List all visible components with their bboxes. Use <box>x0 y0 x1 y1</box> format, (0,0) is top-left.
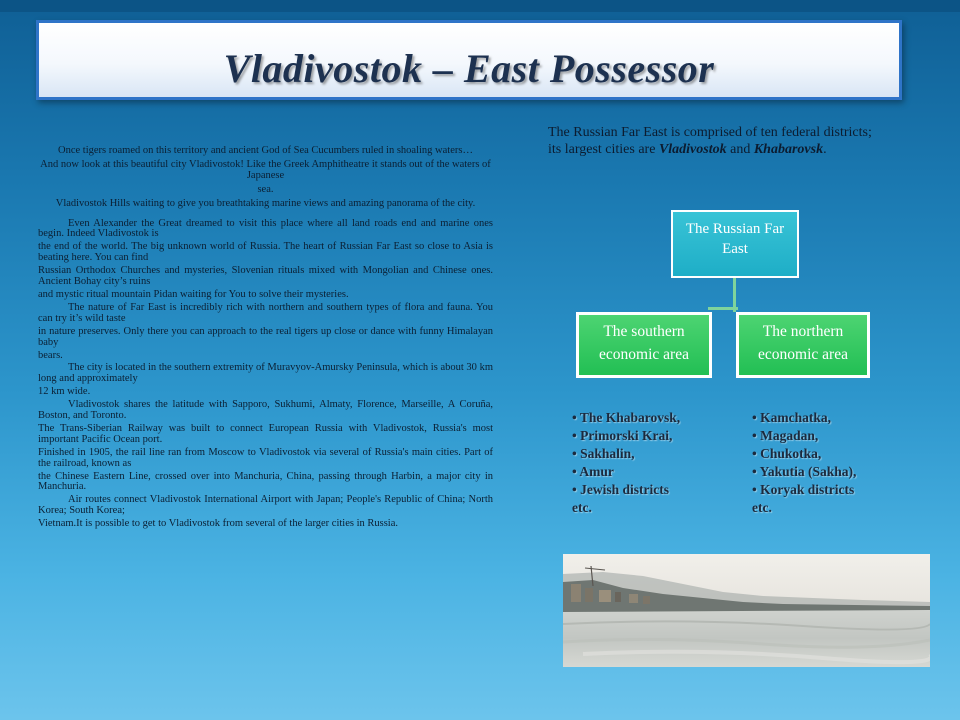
list-item: etc. <box>752 499 772 515</box>
title-box <box>36 20 902 100</box>
paragraph: sea. <box>257 183 274 195</box>
frozen-bay-image <box>563 554 930 667</box>
list-item: • Jewish districts <box>572 481 669 497</box>
list-item: • Chukotka, <box>752 445 822 461</box>
paragraph: 12 km wide. <box>38 386 91 398</box>
connector-right <box>733 307 738 310</box>
paragraph: Vladivostok shares the latitude with Sapporo, Sukhumi, Almaty, Florence, Marseille, A Coruña, Boston, and Toronto. <box>38 399 493 422</box>
list-item: • Primorski Krai, <box>572 427 673 443</box>
list-item: • Yakutia (Sakha), <box>752 463 857 479</box>
paragraph: in nature preserves. Only there you can approach to the real tigers up close or dance with funny Himalayan baby <box>38 325 493 348</box>
northern-area-label: The northern economic area <box>758 323 848 364</box>
intro-before: The Russian Far East is comprised of ten federal districts; its largest cities are <box>548 125 872 158</box>
slide-title: Vladivostok – East Possessor <box>223 46 715 91</box>
intro-and: and <box>726 142 754 158</box>
body-text <box>38 146 493 532</box>
list-item: • Sakhalin, <box>572 445 635 461</box>
city-vladivostok: Vladivostok <box>658 142 727 158</box>
southern-area-node <box>576 312 712 378</box>
list-item: • Kamchatka, <box>752 410 831 425</box>
paragraph: Russian Orthodox Churches and mysteries, Slovenian rituals mixed with Mongolian and Chinese ones. Ancient Bohay city’s ruins <box>38 265 493 288</box>
paragraph: Vietnam.It is possible to get to Vladivostok from several of the larger cities in Russia. <box>38 518 398 530</box>
southern-regions-list <box>572 409 722 517</box>
northern-regions-list <box>752 409 892 517</box>
paragraph: the end of the world. The big unknown world of Russia. The heart of Russian Far East so close to Asia is beating here. You can find <box>38 241 493 264</box>
city-khabarovsk: Khabarovsk <box>753 142 824 158</box>
connector-left <box>708 307 734 310</box>
southern-area-label: The southern economic area <box>599 323 689 364</box>
list-item: etc. <box>572 499 592 515</box>
paragraph: and mystic ritual mountain Pidan waiting for You to solve their mysteries. <box>38 288 349 300</box>
paragraph: bears. <box>38 349 63 361</box>
list-item: • The Khabarovsk, <box>572 410 681 425</box>
paragraph: Finished in 1905, the rail line ran from Moscow to Vladivostok via several of Russia's main cities. Part of the railroad, known as <box>38 446 493 469</box>
diagram-root-label: The Russian Far East <box>685 221 785 257</box>
paragraph: the Chinese Eastern Line, crossed over into Manchuria, China, passing through Harbin, a major city in Manchuria. <box>38 470 493 493</box>
paragraph: And now look at this beautiful city Vladivostok! Like the Greek Amphitheatre it stands out of the waters of Japanese <box>40 158 491 181</box>
paragraph: Even Alexander the Great dreamed to visit this place where all land roads end and marine ones begin. Indeed Vladivostok is <box>38 217 493 240</box>
paragraph: Vladivostok Hills waiting to give you breathtaking marine views and amazing panorama of the city. <box>55 197 476 209</box>
diagram-root-node <box>671 210 799 278</box>
paragraph: The nature of Far East is incredibly rich with northern and southern types of flora and fauna. You can try it’s wild taste <box>38 301 493 324</box>
frozen-bay-photo <box>563 554 930 667</box>
northern-area-node <box>736 312 870 378</box>
list-item: • Magadan, <box>752 427 819 443</box>
paragraph: The city is located in the southern extremity of Muravyov-Amursky Peninsula, which is about 30 km long and approximately <box>38 362 493 385</box>
paragraph: The Trans-Siberian Railway was built to connect European Russia with Vladivostok, Russia's most important Pacific Ocean port. <box>38 422 493 445</box>
intro-end: . <box>823 142 827 158</box>
list-item: • Amur <box>572 463 614 479</box>
paragraph: Air routes connect Vladivostok International Airport with Japan; People's Republic of China; North Korea; South Korea; <box>38 494 493 517</box>
top-band <box>0 0 960 12</box>
paragraph: Once tigers roamed on this territory and ancient God of Sea Cucumbers ruled in shoaling waters… <box>58 145 473 156</box>
intro-text <box>548 124 878 158</box>
list-item: • Koryak districts <box>752 481 855 497</box>
